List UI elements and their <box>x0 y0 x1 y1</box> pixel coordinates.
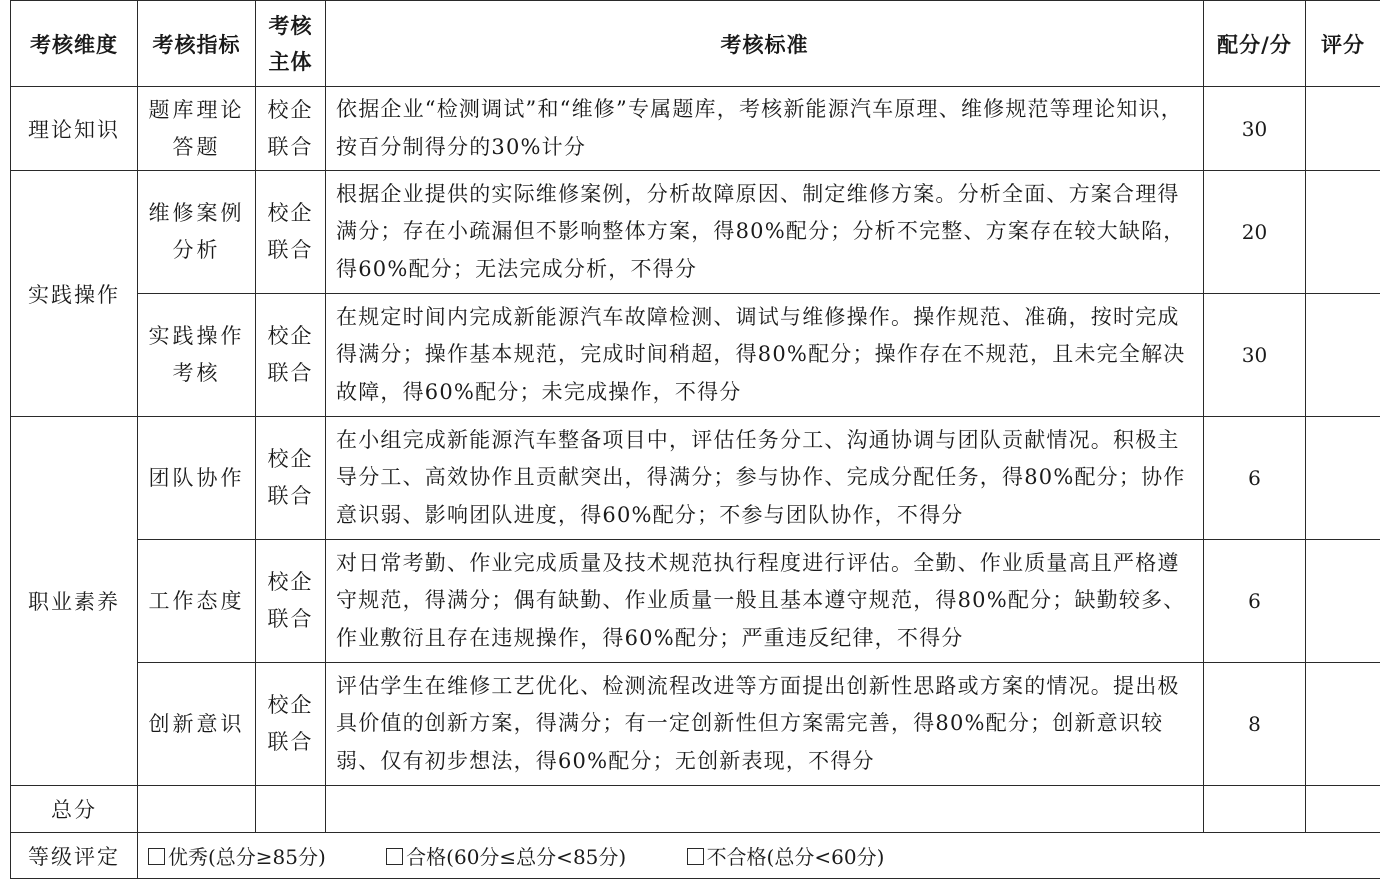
indicator-line1: 工作态度 <box>149 589 245 613</box>
total-rating[interactable] <box>1306 786 1380 833</box>
standard-cell: 对日常考勤、作业完成质量及技术规范执行程度进行评估。全勤、作业质量高且严格遵守规范，得满分；偶有缺勤、作业质量一般且基本遵守规范，得80%配分；缺勤较多、作业敷衍且存在违规操作，得60%配分；严重违反纪律，不得分 <box>326 540 1204 663</box>
grade-options <box>138 833 1380 879</box>
header-row <box>11 1 1380 87</box>
subject-line1: 校企 <box>268 98 314 122</box>
subject-line2: 联合 <box>268 484 314 508</box>
header-subject <box>256 1 326 87</box>
total-empty-standard <box>326 786 1204 833</box>
dimension-professional: 职业素养 <box>11 417 138 786</box>
standard-cell: 在规定时间内完成新能源汽车故障检测、调试与维修操作。操作规范、准确，按时完成得满分；操作基本规范，完成时间稍超，得80%配分；操作存在不规范，且未完全解决故障，得60%配分；未完成操作，不得分 <box>326 294 1204 417</box>
indicator-cell <box>138 663 256 786</box>
rating-cell[interactable] <box>1306 417 1380 540</box>
indicator-line1: 题库理论 <box>149 98 245 122</box>
standard-cell: 在小组完成新能源汽车整备项目中，评估任务分工、沟通协调与团队贡献情况。积极主导分工、高效协作且贡献突出，得满分；参与协作、完成分配任务，得80%配分；协作意识弱、影响团队进度，得60%配分；不参与团队协作，不得分 <box>326 417 1204 540</box>
total-points[interactable] <box>1204 786 1306 833</box>
indicator-line1: 实践操作 <box>149 324 245 348</box>
subject-line2: 联合 <box>268 730 314 754</box>
rating-cell[interactable] <box>1306 87 1380 171</box>
subject-line2: 联合 <box>268 361 314 385</box>
subject-line1: 校企 <box>268 447 314 471</box>
standard-cell: 依据企业“检测调试”和“维修”专属题库，考核新能源汽车原理、维修规范等理论知识，按百分制得分的30%计分 <box>326 87 1204 171</box>
standard-cell: 评估学生在维修工艺优化、检测流程改进等方面提出创新性思路或方案的情况。提出极具价值的创新方案，得满分；有一定创新性但方案需完善，得80%配分；创新意识较弱、仅有初步想法，得60%配分；无创新表现，不得分 <box>326 663 1204 786</box>
standard-cell: 根据企业提供的实际维修案例，分析故障原因、制定维修方案。分析全面、方案合理得满分；存在小疏漏但不影响整体方案，得80%配分；分析不完整、方案存在较大缺陷，得60%配分；无法完成分析，不得分 <box>326 171 1204 294</box>
grade-row <box>11 833 1380 879</box>
rating-cell[interactable] <box>1306 540 1380 663</box>
header-dimension: 考核维度 <box>11 1 138 87</box>
grade-option-fail[interactable] <box>687 841 885 870</box>
indicator-line2: 答题 <box>173 135 221 159</box>
subject-line2: 联合 <box>268 135 314 159</box>
header-points: 配分/分 <box>1204 1 1306 87</box>
subject-line2: 联合 <box>268 238 314 262</box>
indicator-line2: 考核 <box>173 361 221 385</box>
header-standard: 考核标准 <box>326 1 1204 87</box>
points-cell: 8 <box>1204 663 1306 786</box>
dimension-practice: 实践操作 <box>11 171 138 417</box>
total-empty-indicator <box>138 786 256 833</box>
total-label: 总分 <box>11 786 138 833</box>
header-indicator: 考核指标 <box>138 1 256 87</box>
points-cell: 30 <box>1204 87 1306 171</box>
indicator-cell <box>138 171 256 294</box>
indicator-line1: 创新意识 <box>149 712 245 736</box>
checkbox-icon[interactable] <box>687 848 704 865</box>
indicator-cell <box>138 540 256 663</box>
header-subject-line1: 考核 <box>269 14 313 38</box>
subject-cell <box>256 540 326 663</box>
subject-cell <box>256 87 326 171</box>
grade-label: 等级评定 <box>11 833 138 879</box>
indicator-cell <box>138 417 256 540</box>
table-row <box>11 294 1380 417</box>
points-cell: 30 <box>1204 294 1306 417</box>
header-subject-line2: 主体 <box>269 50 313 74</box>
indicator-cell <box>138 87 256 171</box>
subject-line1: 校企 <box>268 201 314 225</box>
subject-line1: 校企 <box>268 570 314 594</box>
subject-cell <box>256 417 326 540</box>
points-cell: 20 <box>1204 171 1306 294</box>
rating-cell[interactable] <box>1306 663 1380 786</box>
grade-option-excellent[interactable] <box>148 841 326 870</box>
checkbox-icon[interactable] <box>386 848 403 865</box>
indicator-line2: 分析 <box>173 238 221 262</box>
assessment-table <box>10 0 1380 879</box>
rating-cell[interactable] <box>1306 294 1380 417</box>
table-row <box>11 87 1380 171</box>
points-cell: 6 <box>1204 540 1306 663</box>
grade-option-label: 不合格(总分<60分) <box>707 845 885 869</box>
subject-line1: 校企 <box>268 693 314 717</box>
subject-cell <box>256 294 326 417</box>
indicator-cell <box>138 294 256 417</box>
subject-line1: 校企 <box>268 324 314 348</box>
points-cell: 6 <box>1204 417 1306 540</box>
subject-line2: 联合 <box>268 607 314 631</box>
indicator-line1: 维修案例 <box>149 201 245 225</box>
total-row <box>11 786 1380 833</box>
dimension-theory: 理论知识 <box>11 87 138 171</box>
subject-cell <box>256 171 326 294</box>
table-row <box>11 663 1380 786</box>
total-empty-subject <box>256 786 326 833</box>
grade-option-label: 优秀(总分≥85分) <box>168 845 326 869</box>
checkbox-icon[interactable] <box>148 848 165 865</box>
table-row <box>11 417 1380 540</box>
table-row <box>11 540 1380 663</box>
subject-cell <box>256 663 326 786</box>
grade-option-label: 合格(60分≤总分<85分) <box>406 845 626 869</box>
grade-option-pass[interactable] <box>386 841 626 870</box>
header-rating: 评分 <box>1306 1 1380 87</box>
table-row <box>11 171 1380 294</box>
indicator-line1: 团队协作 <box>149 466 245 490</box>
rating-cell[interactable] <box>1306 171 1380 294</box>
